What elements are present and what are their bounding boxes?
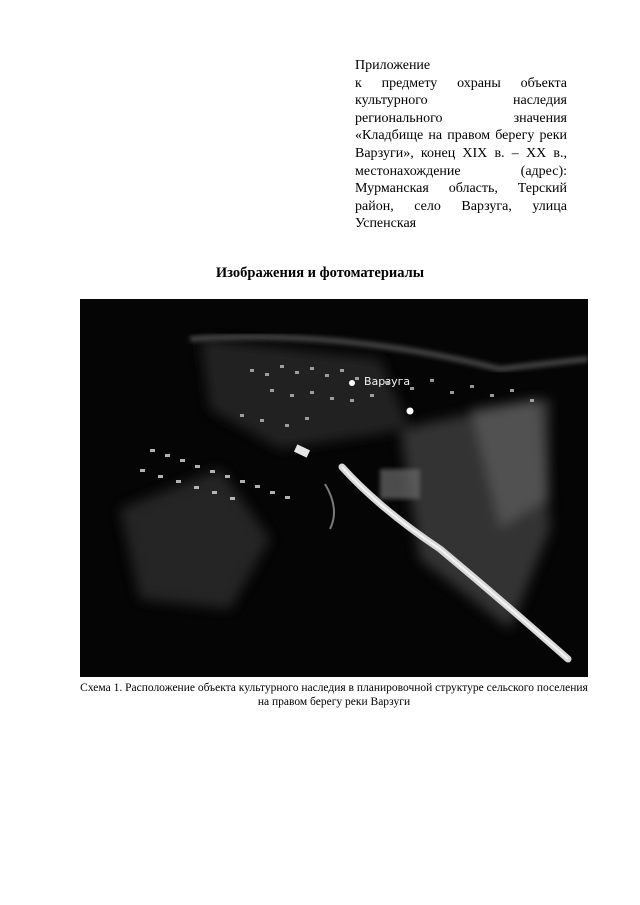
map-drawing <box>80 299 588 677</box>
map-place-label: Варзуга <box>364 375 411 388</box>
object-marker-icon <box>407 408 414 415</box>
appendix-block <box>355 57 567 233</box>
appendix-heading: Приложение <box>355 58 431 73</box>
section-title: Изображения и фотоматериалы <box>215 265 425 281</box>
location-pin-icon <box>349 380 355 386</box>
clearing <box>380 469 420 499</box>
satellite-map-image <box>80 299 588 677</box>
figure-caption: Схема 1. Расположение объекта культурного наследия в планировочной структуре сельского поселения на правом берегу реки Варзуги <box>80 682 588 708</box>
appendix-body: к предмету охраны объекта культурного наследия регионального значения «Кладбище на правом берегу реки Варзуги», конец XIX в. – XX в., местонахождение (адрес): Мурманская область, Терский район, село Варзуга, улица Успенская <box>355 75 567 232</box>
